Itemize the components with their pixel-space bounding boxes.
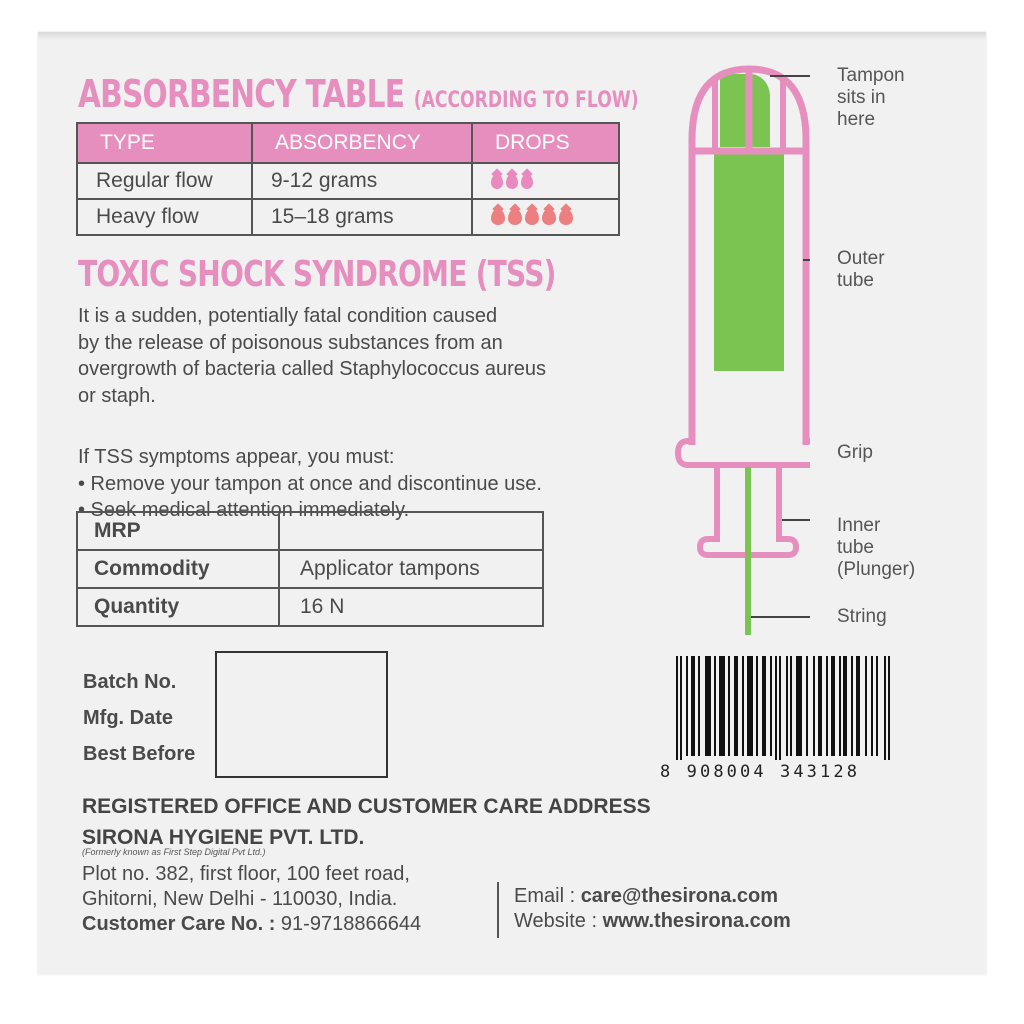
callout-text: String (837, 606, 887, 627)
absorbency-subtitle: (ACCORDING TO FLOW) (413, 88, 639, 113)
website-link[interactable]: www.thesirona.com (602, 910, 791, 932)
drop-icon (508, 209, 522, 225)
batch-stamp-box (215, 651, 388, 778)
drops-heavy (491, 209, 618, 225)
table-row-regular (77, 163, 619, 199)
absorbency-cell: 9-12 grams (252, 163, 472, 199)
email-label: Email : (514, 885, 581, 907)
divider (497, 882, 499, 938)
absorbency-header-row (77, 123, 619, 163)
table-row-heavy (77, 199, 619, 235)
website-line (514, 909, 791, 934)
callout-text: (Plunger) (837, 559, 916, 580)
info-label: MRP (77, 512, 279, 550)
absorbency-cell: 15–18 grams (252, 199, 472, 235)
batch-labels (83, 664, 195, 772)
info-row-mrp (77, 512, 543, 550)
drop-icon (559, 209, 573, 225)
barcode-icon (676, 656, 892, 760)
header-absorbency: ABSORBENCY (252, 123, 472, 163)
callout-text: Tampon (837, 65, 905, 86)
tss-title: TOXIC SHOCK SYNDROME (TSS) (78, 254, 556, 295)
address-lines (82, 862, 421, 937)
company-name: SIRONA HYGIENE PVT. LTD. (82, 826, 365, 849)
string-shape (745, 467, 751, 635)
customer-care-label: Customer Care No. : (82, 913, 276, 935)
header-drops: DROPS (472, 123, 619, 163)
email-line (514, 884, 791, 909)
tss-line: It is a sudden, potentially fatal condition caused (78, 305, 498, 327)
info-row-quantity (77, 588, 543, 626)
email-link[interactable]: care@thesirona.com (580, 885, 779, 907)
address-heading: REGISTERED OFFICE AND CUSTOMER CARE ADDRESS (82, 795, 651, 818)
tss-line: or staph. (78, 384, 156, 407)
callout-string (837, 606, 887, 628)
drops-regular (491, 174, 618, 189)
header-type: TYPE (77, 123, 252, 163)
drop-icon (506, 174, 518, 189)
callout-text: sits in (837, 87, 886, 108)
tss-line: overgrowth of bacteria called Staphylococcus aureus (78, 358, 547, 380)
batch-no-label: Batch No. (83, 671, 177, 693)
callout-inner-tube (837, 515, 915, 581)
drop-icon (491, 209, 505, 225)
mfg-date-label: Mfg. Date (83, 707, 173, 729)
callout-text: tube (837, 270, 874, 291)
info-value: 16 N (279, 588, 543, 626)
customer-care-number: 91-9718866644 (275, 913, 422, 935)
tss-instruction: If TSS symptoms appear, you must: (78, 446, 395, 468)
drop-icon (525, 209, 539, 225)
drop-icon (521, 174, 533, 189)
info-label: Quantity (77, 588, 279, 626)
callout-text: tube (837, 537, 874, 558)
callout-tampon (837, 65, 905, 131)
info-value: Applicator tampons (279, 550, 543, 588)
callout-outer-tube (837, 248, 885, 292)
drops-cell (472, 163, 619, 199)
callout-grip (837, 442, 873, 464)
tss-description (78, 303, 638, 409)
contact-info (514, 884, 791, 934)
grip-shape (678, 441, 810, 465)
absorbency-title-text: ABSORBENCY TABLE (78, 72, 405, 116)
product-info-table (76, 511, 544, 627)
absorbency-table (76, 122, 620, 236)
type-cell: Regular flow (77, 163, 252, 199)
barcode-number: 8 908004 343128 (660, 762, 861, 782)
tss-bullet: • Seek medical attention immediately. (78, 499, 410, 521)
tss-bullet: • Remove your tampon at once and discontinue use. (78, 472, 542, 495)
callout-text: here (837, 109, 876, 130)
formerly-known-as: (Formerly known as First Step Digital Pvt Ltd.) (82, 847, 266, 857)
callout-text: Outer (837, 248, 885, 269)
drop-icon (491, 174, 503, 189)
address-line-1: Plot no. 382, first floor, 100 feet road, (82, 863, 410, 885)
callout-text: Grip (837, 442, 873, 463)
customer-care-line (82, 912, 421, 937)
absorbency-title (78, 72, 639, 116)
info-row-commodity (77, 550, 543, 588)
website-label: Website : (514, 910, 603, 932)
info-label: Commodity (77, 550, 279, 588)
tss-line: by the release of poisonous substances from an (78, 331, 503, 354)
address-line-2: Ghitorni, New Delhi - 110030, India. (82, 888, 398, 910)
drops-cell (472, 199, 619, 235)
tampon-applicator-diagram (660, 55, 810, 640)
panel-top-edge (38, 32, 986, 40)
drop-icon (542, 209, 556, 225)
type-cell: Heavy flow (77, 199, 252, 235)
callout-text: Inner (837, 515, 881, 536)
best-before-label: Best Before (83, 743, 196, 765)
info-value (279, 512, 543, 550)
